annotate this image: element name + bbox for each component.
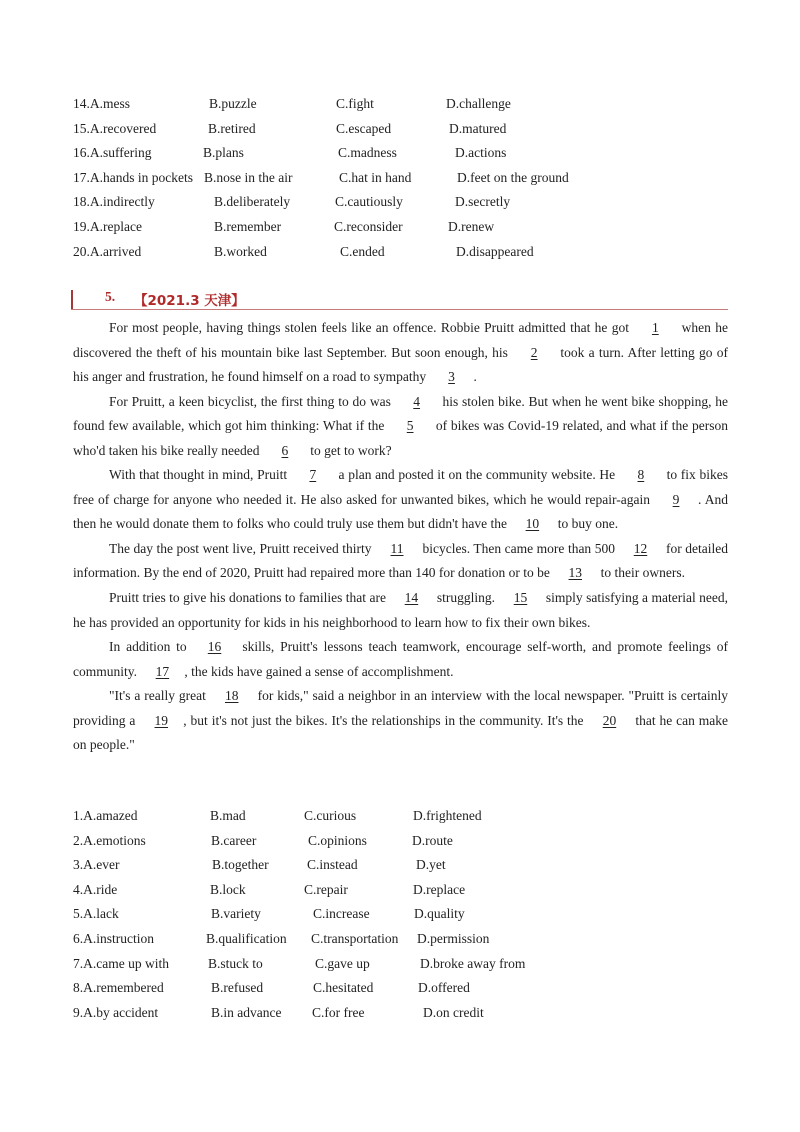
option-b: B.puzzle: [209, 96, 257, 111]
blank-17: 17: [155, 663, 170, 679]
option-a: 5.A.lack: [73, 906, 119, 922]
passage: [73, 316, 728, 758]
paragraph: [73, 537, 728, 586]
option-c: C.for free: [312, 1004, 365, 1020]
option-a: 1.A.amazed: [73, 808, 138, 823]
option-b: B.refused: [211, 980, 264, 996]
option-a: 17.A.hands in pockets: [73, 169, 193, 185]
blank-4: 4: [413, 393, 421, 409]
option-d: D.route: [412, 832, 453, 848]
passage-text: to their owners.: [597, 565, 685, 581]
option-b: B.together: [212, 857, 269, 873]
option-a: 4.A.ride: [73, 881, 118, 897]
blank-3: 3: [448, 369, 455, 385]
option-c: C.hesitated: [313, 980, 374, 996]
option-d: D.actions: [455, 145, 507, 161]
blank-9: 9: [672, 491, 680, 507]
passage-text: The day the post went live, Pruitt received thirty: [109, 540, 376, 556]
paragraph: [73, 684, 728, 758]
option-c: C.gave up: [315, 955, 370, 971]
blank-10: 10: [525, 516, 540, 532]
blank-16: 16: [207, 639, 222, 655]
option-c: C.repair: [304, 881, 348, 897]
option-a: 16.A.suffering: [73, 145, 152, 161]
passage-text: to buy one.: [554, 516, 619, 532]
option-a: 7.A.came up with: [73, 955, 169, 971]
option-b: B.mad: [210, 808, 246, 823]
option-d: D.secretly: [455, 194, 511, 210]
passage-text: For Pruitt, a keen bicyclist, the first thing to do was: [109, 393, 395, 409]
blank-14: 14: [404, 590, 419, 606]
option-a: 14.A.mess: [73, 96, 130, 111]
section-tag: 【2021.3 天津】: [134, 293, 245, 309]
passage-text: simply satisfying a material need, he has provided an opportunity for kids in his neighborhood to learn how to fix their own bikes.: [73, 590, 729, 630]
passage-text: Pruitt tries to give his donations to families that are: [109, 590, 390, 606]
passage-text: when he discovered the theft of his mountain bike last September. But soon enough, his: [73, 320, 728, 360]
passage-text: , the kids have gained a sense of accomplishment.: [184, 663, 454, 679]
section-bar: [71, 290, 73, 309]
option-b: B.lock: [210, 881, 246, 897]
option-c: C.opinions: [308, 832, 367, 848]
paragraph: [73, 635, 728, 684]
blank-13: 13: [568, 565, 583, 581]
passage-text: a plan and posted it on the community website. He: [334, 467, 619, 483]
option-a: 2.A.emotions: [73, 832, 146, 848]
option-b: B.worked: [214, 243, 267, 259]
option-b: B.deliberately: [214, 194, 291, 210]
paragraph: [73, 390, 728, 464]
section-number: 5.: [105, 289, 116, 304]
option-c: C.madness: [338, 145, 397, 161]
passage-text: skills, Pruitt's lessons teach teamwork, encourage self-worth, and promote feelings of community.: [73, 639, 728, 679]
option-a: 20.A.arrived: [73, 243, 142, 259]
passage-text: to fix bikes free of charge for anyone who needed it. He also asked for unwanted bikes, which he would repair-again: [73, 467, 728, 507]
option-d: D.renew: [448, 218, 495, 234]
option-a: 9.A.by accident: [73, 1004, 159, 1020]
passage-text: In addition to: [109, 639, 193, 655]
option-d: D.frightened: [413, 808, 482, 823]
option-c: C.escaped: [336, 120, 392, 136]
option-a: 15.A.recovered: [73, 120, 157, 136]
passage-text: bicycles. Then came more than 500: [419, 540, 619, 556]
blank-5: 5: [406, 418, 414, 434]
passage-text: for detailed information. By the end of 2020, Pruitt had repaired more than 140 for donation or to be: [73, 540, 728, 581]
option-a: 3.A.ever: [73, 857, 120, 873]
option-b: B.plans: [203, 145, 244, 161]
blank-1: 1: [651, 320, 659, 335]
blank-11: 11: [390, 540, 404, 556]
blank-19: 19: [154, 712, 169, 728]
option-b: B.nose in the air: [204, 169, 293, 185]
blank-20: 20: [602, 712, 617, 728]
option-c: C.increase: [313, 906, 370, 922]
paragraph: [73, 586, 728, 635]
passage-text: for kids," said a neighbor in an interview with the local newspaper. "Pruitt is certainly providing a: [73, 688, 728, 728]
passage-text: . And then he would donate them to folks who could truly use them but didn't have the: [73, 491, 728, 532]
blank-6: 6: [281, 442, 289, 458]
blank-15: 15: [513, 590, 528, 606]
blank-7: 7: [309, 467, 317, 483]
blank-18: 18: [224, 688, 239, 704]
section-rule: [71, 309, 728, 310]
paragraph: [73, 463, 728, 537]
passage-text: For most people, having things stolen feels like an offence. Robbie Pruitt admitted that he got: [109, 320, 634, 335]
passage-text: his stolen bike. But when he went bike shopping, he found few available, which got him thinking: What if the: [73, 393, 728, 434]
blank-8: 8: [637, 467, 645, 483]
blank-12: 12: [633, 540, 648, 556]
passage-text: struggling.: [433, 590, 499, 606]
passage-text: took a turn. After letting go of his anger and frustration, he found himself on a road to sympathy: [73, 344, 729, 385]
option-b: B.in advance: [211, 1004, 282, 1020]
option-c: C.reconsider: [334, 218, 403, 234]
option-b: B.variety: [211, 906, 261, 922]
passage-text: of bikes was Covid-19 related, and what if the person who'd taken his bike really needed: [73, 418, 728, 458]
option-a: 6.A.instruction: [73, 930, 154, 946]
option-d: D.broke away from: [420, 955, 526, 971]
option-d: D.disappeared: [456, 243, 534, 259]
option-a: 18.A.indirectly: [73, 194, 155, 210]
option-c: C.hat in hand: [339, 169, 412, 185]
option-c: C.curious: [304, 808, 357, 823]
section-header: [71, 288, 728, 310]
option-d: D.offered: [418, 980, 470, 996]
option-d: D.yet: [416, 857, 446, 873]
passage-text: With that thought in mind, Pruitt: [109, 467, 291, 483]
option-d: D.feet on the ground: [457, 169, 569, 185]
option-c: C.fight: [336, 96, 374, 111]
passage-text: to get to work?: [306, 442, 392, 458]
option-b: B.retired: [208, 120, 256, 136]
passage-text: "It's a really great: [109, 688, 210, 704]
passage-text: .: [473, 369, 477, 385]
option-a: 8.A.remembered: [73, 980, 164, 996]
option-a: 19.A.replace: [73, 218, 142, 234]
option-c: C.cautiously: [335, 194, 403, 210]
option-d: D.matured: [449, 120, 507, 136]
passage-text: that he can make on people.": [73, 712, 728, 753]
option-b: B.stuck to: [208, 955, 263, 971]
blank-2: 2: [530, 344, 538, 360]
option-d: D.on credit: [423, 1004, 484, 1020]
passage-text: , but it's not just the bikes. It's the relationships in the community. It's the: [183, 712, 588, 728]
option-d: D.permission: [417, 930, 490, 946]
paragraph: [73, 316, 728, 390]
option-c: C.transportation: [311, 930, 399, 946]
option-b: B.career: [211, 832, 257, 848]
option-c: C.instead: [307, 857, 358, 873]
option-d: D.quality: [414, 906, 465, 922]
option-d: D.challenge: [446, 96, 511, 111]
option-c: C.ended: [340, 243, 385, 259]
option-b: B.qualification: [206, 930, 287, 946]
option-b: B.remember: [214, 218, 282, 234]
option-d: D.replace: [413, 881, 466, 897]
